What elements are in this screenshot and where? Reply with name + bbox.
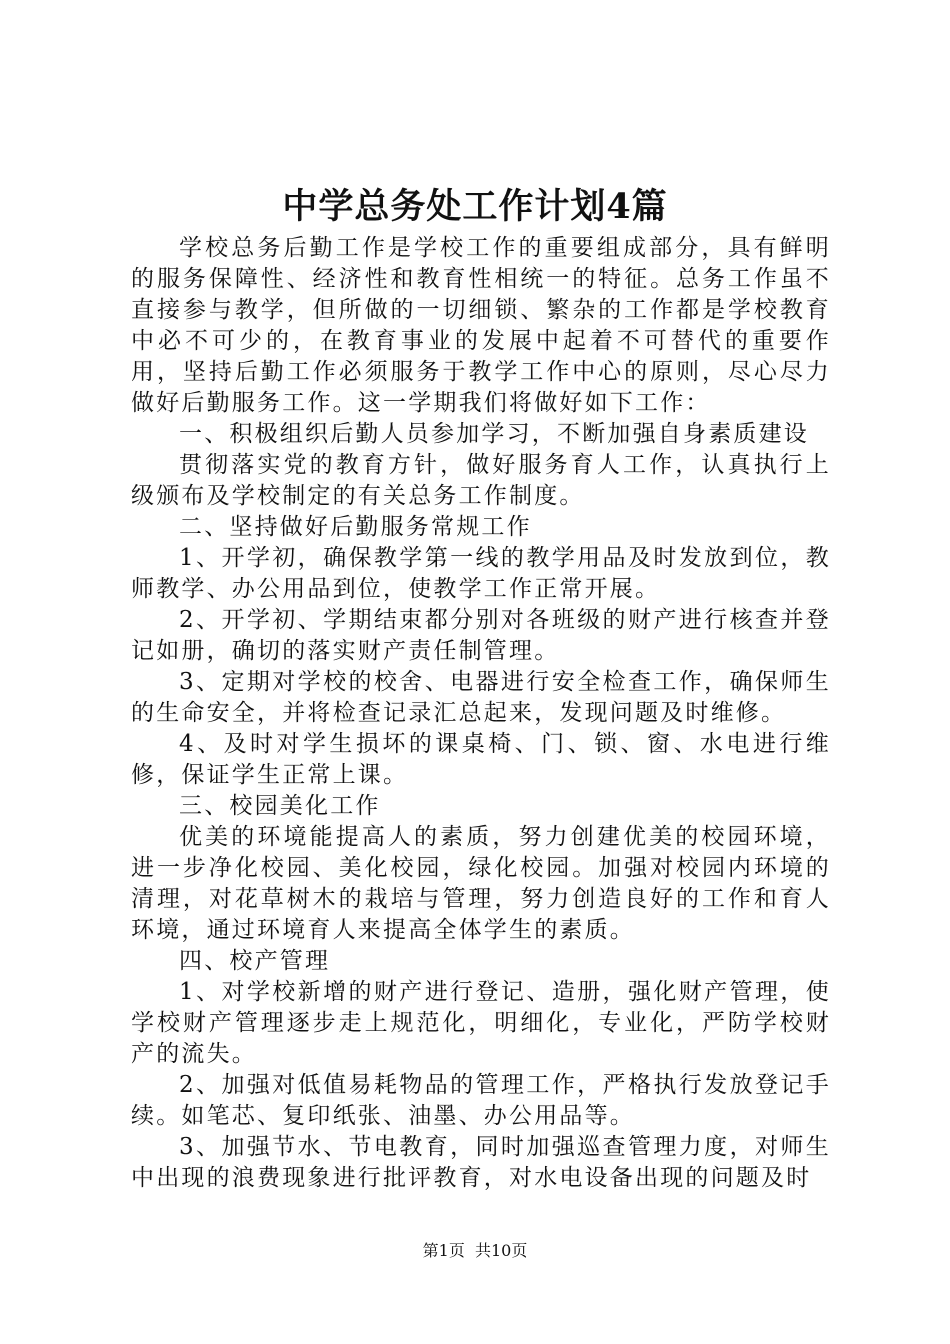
- section-heading-4: 四、校产管理: [179, 948, 331, 974]
- section-heading-2: 二、坚持做好后勤服务常规工作: [179, 514, 532, 540]
- list-item: 4、及时对学生损坏的课桌椅、门、锁、窗、水电进行维修，保证学生正常上课。: [131, 731, 831, 788]
- paragraph: 优美的环境能提高人的素质，努力创建优美的校园环境，进一步净化校园、美化校园，绿化校园。加强对校园内环境的清理，对花草树木的栽培与管理，努力创造良好的工作和育人环境，通过环境育人来提高全体学生的素质。: [131, 824, 831, 943]
- list-item: 3、加强节水、节电教育，同时加强巡查管理力度，对师生中出现的浪费现象进行批评教育，对水电设备出现的问题及时: [131, 1134, 831, 1191]
- section-heading-3: 三、校园美化工作: [179, 793, 381, 819]
- document-title: 中学总务处工作计划4篇: [282, 186, 668, 227]
- page-number-footer: 第1页 共10页: [422, 1241, 528, 1260]
- section-heading-1: 一、积极组织后勤人员参加学习，不断加强自身素质建设: [179, 421, 809, 447]
- document-body: [131, 233, 831, 1194]
- paragraph-intro: 学校总务后勤工作是学校工作的重要组成部分，具有鲜明的服务保障性、经济性和教育性相统一的特征。总务工作虽不直接参与教学，但所做的一切细锁、繁杂的工作都是学校教育中必不可少的，在教育事业的发展中起着不可替代的重要作用，坚持后勤工作必须服务于教学工作中心的原则，尽心尽力做好后勤服务工作。这一学期我们将做好如下工作：: [131, 235, 831, 416]
- list-item: 3、定期对学校的校舍、电器进行安全检查工作，确保师生的生命安全，并将检查记录汇总起来，发现问题及时维修。: [131, 669, 831, 726]
- list-item: 2、加强对低值易耗物品的管理工作，严格执行发放登记手续。如笔芯、复印纸张、油墨、办公用品等。: [131, 1072, 831, 1129]
- paragraph: 贯彻落实党的教育方针，做好服务育人工作，认真执行上级颁布及学校制定的有关总务工作制度。: [131, 452, 831, 509]
- list-item: 2、开学初、学期结束都分别对各班级的财产进行核查并登记如册，确切的落实财产责任制管理。: [131, 607, 831, 664]
- list-item: 1、开学初，确保教学第一线的教学用品及时发放到位，教师教学、办公用品到位，使教学工作正常开展。: [131, 545, 831, 602]
- list-item: 1、对学校新增的财产进行登记、造册，强化财产管理，使学校财产管理逐步走上规范化，明细化，专业化，严防学校财产的流失。: [131, 979, 831, 1067]
